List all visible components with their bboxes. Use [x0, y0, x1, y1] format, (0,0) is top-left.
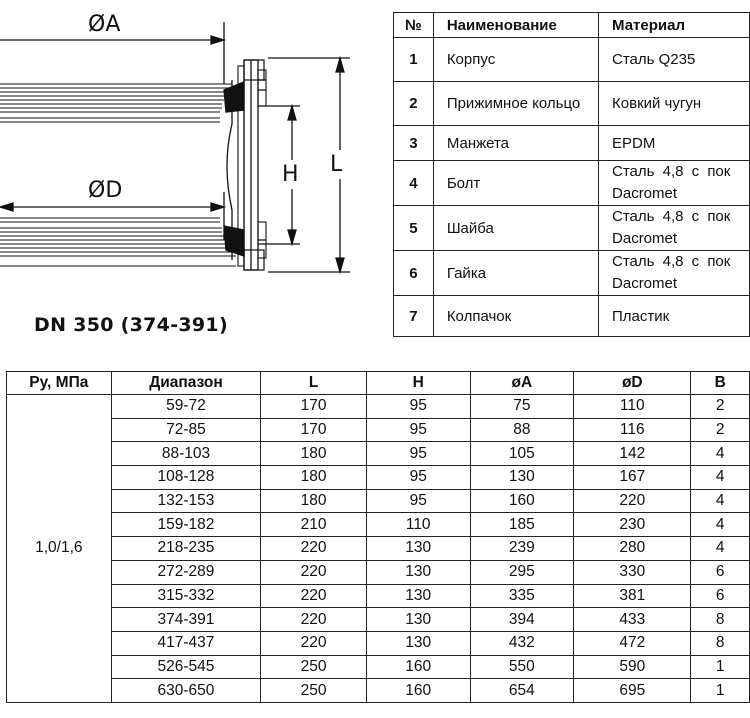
size-header-a: øA — [470, 372, 574, 395]
coupling-section-svg — [0, 0, 360, 290]
h-cell: 95 — [366, 489, 470, 513]
parts-header-material: Материал — [599, 13, 750, 38]
h-cell: 95 — [366, 395, 470, 419]
h-cell: 110 — [366, 513, 470, 537]
l-cell: 170 — [261, 395, 367, 419]
range-cell: 159-182 — [111, 513, 261, 537]
range-cell: 417-437 — [111, 631, 261, 655]
l-cell: 220 — [261, 608, 367, 632]
size-table-row — [7, 489, 750, 513]
range-cell: 272-289 — [111, 560, 261, 584]
dimension-d-label: ØD — [88, 178, 123, 203]
part-material: Сталь 4,8 с пок Dacromet — [599, 206, 750, 251]
a-cell: 88 — [470, 418, 574, 442]
b-cell: 2 — [691, 418, 750, 442]
size-header-l: L — [261, 372, 367, 395]
size-table-body — [7, 395, 750, 703]
h-cell: 130 — [366, 560, 470, 584]
d-cell: 433 — [574, 608, 691, 632]
l-cell: 220 — [261, 537, 367, 561]
d-cell: 220 — [574, 489, 691, 513]
part-name: Колпачок — [433, 296, 598, 337]
dimension-h-label: H — [282, 162, 299, 187]
size-header-pressure: Ру, МПа — [7, 372, 112, 395]
size-header-b: B — [691, 372, 750, 395]
b-cell: 8 — [691, 631, 750, 655]
a-cell: 239 — [470, 537, 574, 561]
part-name: Манжета — [433, 126, 598, 161]
h-cell: 160 — [366, 655, 470, 679]
part-number: 2 — [394, 82, 434, 126]
b-cell: 1 — [691, 655, 750, 679]
range-cell: 526-545 — [111, 655, 261, 679]
parts-header-row — [394, 13, 750, 38]
parts-row — [394, 161, 750, 206]
parts-header-no: № — [394, 13, 434, 38]
size-header-row — [7, 372, 750, 395]
d-cell: 110 — [574, 395, 691, 419]
a-cell: 130 — [470, 466, 574, 490]
part-number: 3 — [394, 126, 434, 161]
parts-header-name: Наименование — [433, 13, 598, 38]
size-table-row — [7, 655, 750, 679]
l-cell: 180 — [261, 489, 367, 513]
range-cell: 59-72 — [111, 395, 261, 419]
b-cell: 2 — [691, 395, 750, 419]
b-cell: 4 — [691, 466, 750, 490]
part-material: Сталь Q235 — [599, 38, 750, 82]
size-table-row — [7, 395, 750, 419]
part-name: Гайка — [433, 251, 598, 296]
b-cell: 4 — [691, 442, 750, 466]
size-table-row — [7, 560, 750, 584]
d-cell: 472 — [574, 631, 691, 655]
range-cell: 108-128 — [111, 466, 261, 490]
b-cell: 4 — [691, 537, 750, 561]
range-cell: 88-103 — [111, 442, 261, 466]
h-cell: 130 — [366, 584, 470, 608]
parts-table — [393, 12, 750, 337]
parts-row — [394, 296, 750, 337]
part-material: Ковкий чугун — [599, 82, 750, 126]
dimension-l-label: L — [330, 152, 343, 177]
part-name: Болт — [433, 161, 598, 206]
parts-row — [394, 82, 750, 126]
size-table — [6, 371, 750, 703]
size-header-range: Диапазон — [111, 372, 261, 395]
parts-row — [394, 206, 750, 251]
l-cell: 180 — [261, 466, 367, 490]
h-cell: 95 — [366, 466, 470, 490]
l-cell: 170 — [261, 418, 367, 442]
pressure-cell: 1,0/1,6 — [7, 395, 112, 703]
d-cell: 381 — [574, 584, 691, 608]
b-cell: 4 — [691, 513, 750, 537]
parts-row — [394, 251, 750, 296]
size-table-row — [7, 608, 750, 632]
a-cell: 654 — [470, 679, 574, 703]
part-material: Пластик — [599, 296, 750, 337]
size-table-row — [7, 631, 750, 655]
size-table-row — [7, 442, 750, 466]
h-cell: 130 — [366, 537, 470, 561]
d-cell: 590 — [574, 655, 691, 679]
dimension-a-label: ØA — [88, 12, 121, 37]
b-cell: 1 — [691, 679, 750, 703]
coupling-drawing — [0, 0, 360, 290]
a-cell: 394 — [470, 608, 574, 632]
range-cell: 218-235 — [111, 537, 261, 561]
a-cell: 75 — [470, 395, 574, 419]
size-table-row — [7, 679, 750, 703]
size-table-row — [7, 537, 750, 561]
size-header-h: H — [366, 372, 470, 395]
d-cell: 280 — [574, 537, 691, 561]
part-number: 6 — [394, 251, 434, 296]
b-cell: 4 — [691, 489, 750, 513]
a-cell: 295 — [470, 560, 574, 584]
b-cell: 6 — [691, 560, 750, 584]
range-cell: 630-650 — [111, 679, 261, 703]
h-cell: 130 — [366, 631, 470, 655]
range-cell: 72-85 — [111, 418, 261, 442]
d-cell: 695 — [574, 679, 691, 703]
range-cell: 374-391 — [111, 608, 261, 632]
part-name: Корпус — [433, 38, 598, 82]
size-table-row — [7, 584, 750, 608]
a-cell: 432 — [470, 631, 574, 655]
a-cell: 160 — [470, 489, 574, 513]
drawing-caption: DN 350 (374-391) — [34, 314, 228, 336]
l-cell: 250 — [261, 679, 367, 703]
b-cell: 8 — [691, 608, 750, 632]
l-cell: 220 — [261, 584, 367, 608]
part-name: Прижимное кольцо — [433, 82, 598, 126]
d-cell: 330 — [574, 560, 691, 584]
size-table-row — [7, 513, 750, 537]
h-cell: 95 — [366, 418, 470, 442]
l-cell: 250 — [261, 655, 367, 679]
part-number: 7 — [394, 296, 434, 337]
a-cell: 105 — [470, 442, 574, 466]
h-cell: 95 — [366, 442, 470, 466]
a-cell: 185 — [470, 513, 574, 537]
b-cell: 6 — [691, 584, 750, 608]
a-cell: 335 — [470, 584, 574, 608]
part-number: 4 — [394, 161, 434, 206]
part-material: Сталь 4,8 с пок Dacromet — [599, 251, 750, 296]
size-table-row — [7, 418, 750, 442]
part-number: 1 — [394, 38, 434, 82]
range-cell: 132-153 — [111, 489, 261, 513]
d-cell: 116 — [574, 418, 691, 442]
l-cell: 220 — [261, 631, 367, 655]
a-cell: 550 — [470, 655, 574, 679]
l-cell: 180 — [261, 442, 367, 466]
part-material: Сталь 4,8 с пок Dacromet — [599, 161, 750, 206]
part-number: 5 — [394, 206, 434, 251]
size-table-row — [7, 466, 750, 490]
h-cell: 130 — [366, 608, 470, 632]
d-cell: 142 — [574, 442, 691, 466]
d-cell: 230 — [574, 513, 691, 537]
l-cell: 220 — [261, 560, 367, 584]
size-header-d: øD — [574, 372, 691, 395]
range-cell: 315-332 — [111, 584, 261, 608]
parts-row — [394, 126, 750, 161]
parts-row — [394, 38, 750, 82]
h-cell: 160 — [366, 679, 470, 703]
part-name: Шайба — [433, 206, 598, 251]
l-cell: 210 — [261, 513, 367, 537]
part-material: EPDM — [599, 126, 750, 161]
d-cell: 167 — [574, 466, 691, 490]
